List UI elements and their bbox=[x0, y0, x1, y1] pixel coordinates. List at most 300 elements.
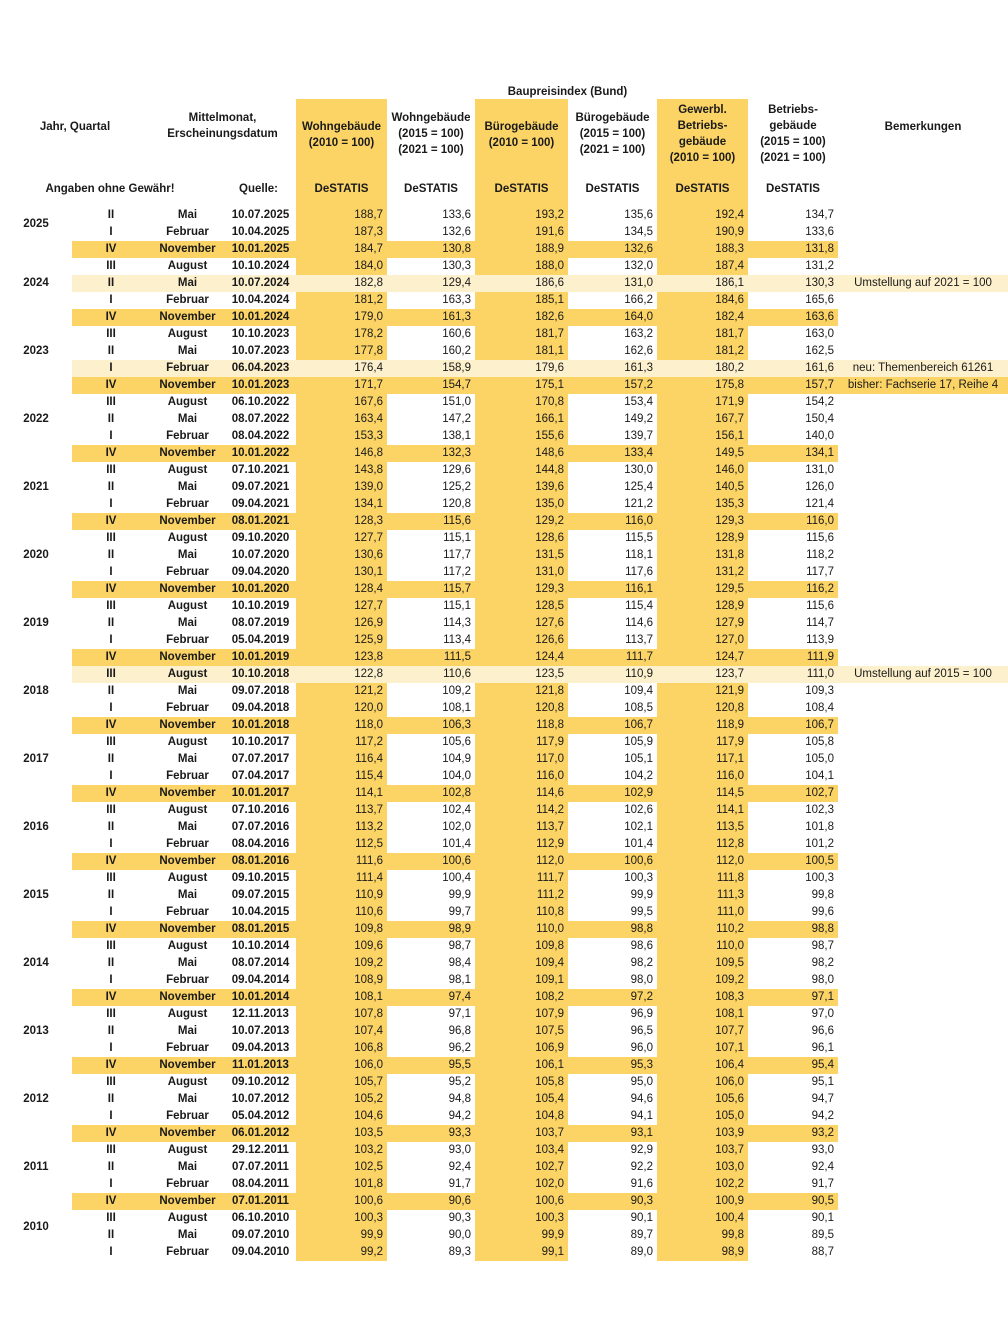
value-wohn2010: 167,6 bbox=[354, 396, 383, 408]
value-betr2015: 108,4 bbox=[805, 702, 834, 714]
value-buero2015: 90,3 bbox=[630, 1195, 653, 1207]
value-wohn2015: 117,7 bbox=[443, 549, 471, 561]
quarter-cell: III bbox=[106, 532, 116, 544]
date-cell: 10.10.2014 bbox=[231, 940, 290, 952]
date-cell: 10.04.2015 bbox=[231, 906, 290, 918]
value-buero2015: 132,0 bbox=[624, 260, 653, 272]
date-cell: 07.01.2011 bbox=[232, 1195, 289, 1207]
header-line: (2021 = 100) bbox=[579, 144, 646, 156]
header-wohn2010 bbox=[296, 119, 387, 151]
value-buero2015: 125,4 bbox=[624, 481, 653, 493]
value-wohn2010: 128,4 bbox=[354, 583, 383, 595]
quarter-cell: III bbox=[106, 668, 116, 680]
date-cell: 05.04.2012 bbox=[231, 1110, 290, 1122]
header-wohn2015 bbox=[387, 110, 475, 158]
value-gew2010: 128,9 bbox=[715, 600, 744, 612]
value-betr2015: 118,2 bbox=[806, 549, 834, 561]
value-wohn2015: 160,6 bbox=[442, 328, 471, 340]
date-cell: 10.01.2018 bbox=[231, 719, 290, 731]
value-wohn2010: 103,5 bbox=[354, 1127, 383, 1139]
quarter-cell: II bbox=[107, 277, 115, 289]
header-line: Wohngebäude bbox=[391, 112, 471, 124]
month-cell: Februar bbox=[166, 498, 209, 510]
value-buero2015: 117,6 bbox=[625, 566, 653, 578]
value-buero2015: 105,9 bbox=[624, 736, 653, 748]
value-gew2010: 146,0 bbox=[715, 464, 744, 476]
value-betr2015: 131,0 bbox=[805, 464, 834, 476]
value-wohn2015: 90,3 bbox=[448, 1212, 471, 1224]
value-buero2015: 94,1 bbox=[630, 1110, 653, 1122]
header-line: Gewerbl. bbox=[678, 104, 727, 116]
header-line: (2021 = 100) bbox=[760, 152, 826, 164]
value-betr2015: 111,9 bbox=[806, 651, 834, 663]
value-gew2010: 112,8 bbox=[716, 838, 744, 850]
quarter-cell: III bbox=[106, 600, 116, 612]
month-cell: Februar bbox=[166, 430, 209, 442]
value-wohn2015: 147,2 bbox=[442, 413, 471, 425]
value-wohn2015: 109,2 bbox=[442, 685, 471, 697]
value-wohn2015: 89,3 bbox=[448, 1246, 471, 1258]
value-gew2010: 135,3 bbox=[715, 498, 744, 510]
header-line: Bürogebäude bbox=[575, 112, 650, 124]
date-cell: 07.07.2016 bbox=[231, 821, 290, 833]
value-buero2010: 116,0 bbox=[536, 770, 564, 782]
value-betr2015: 100,5 bbox=[805, 855, 834, 867]
value-wohn2015: 113,4 bbox=[443, 634, 471, 646]
value-wohn2010: 115,4 bbox=[355, 770, 383, 782]
value-buero2015: 115,4 bbox=[625, 600, 653, 612]
quarter-cell: I bbox=[109, 566, 113, 578]
header-line: Bürogebäude bbox=[484, 121, 559, 133]
value-buero2015: 162,6 bbox=[624, 345, 653, 357]
value-wohn2010: 127,7 bbox=[354, 600, 383, 612]
value-wohn2010: 188,7 bbox=[354, 209, 383, 221]
month-cell: November bbox=[159, 787, 216, 799]
value-gew2010: 121,9 bbox=[715, 685, 744, 697]
month-cell: August bbox=[167, 464, 208, 476]
month-cell: November bbox=[159, 991, 216, 1003]
quarter-cell: II bbox=[107, 957, 115, 969]
date-cell: 08.07.2014 bbox=[231, 957, 290, 969]
value-wohn2010: 121,2 bbox=[354, 685, 383, 697]
value-gew2010: 167,7 bbox=[715, 413, 744, 425]
value-wohn2010: 100,3 bbox=[354, 1212, 383, 1224]
value-betr2015: 134,7 bbox=[805, 209, 834, 221]
source-label: Quelle: bbox=[239, 183, 278, 195]
month-cell: Mai bbox=[177, 821, 198, 833]
value-gew2010: 156,1 bbox=[715, 430, 744, 442]
month-cell: Mai bbox=[177, 685, 198, 697]
value-buero2010: 131,0 bbox=[535, 566, 564, 578]
value-buero2010: 129,3 bbox=[535, 583, 564, 595]
quarter-cell: IV bbox=[105, 991, 117, 1003]
month-cell: August bbox=[167, 396, 208, 408]
value-betr2015: 89,5 bbox=[811, 1229, 834, 1241]
value-buero2015: 118,1 bbox=[625, 549, 653, 561]
value-wohn2015: 96,2 bbox=[448, 1042, 471, 1054]
date-cell: 08.04.2016 bbox=[231, 838, 290, 850]
month-cell: Februar bbox=[166, 634, 209, 646]
value-wohn2015: 98,1 bbox=[448, 974, 471, 986]
value-gew2010: 116,0 bbox=[716, 770, 744, 782]
value-wohn2015: 158,9 bbox=[442, 362, 471, 374]
value-wohn2010: 134,1 bbox=[354, 498, 383, 510]
value-wohn2015: 99,7 bbox=[448, 906, 471, 918]
value-wohn2010: 122,8 bbox=[354, 668, 383, 680]
value-buero2010: 117,0 bbox=[536, 753, 564, 765]
value-gew2010: 114,5 bbox=[716, 787, 744, 799]
date-cell: 08.01.2016 bbox=[231, 855, 290, 867]
value-buero2010: 105,4 bbox=[535, 1093, 564, 1105]
value-buero2010: 179,6 bbox=[535, 362, 564, 374]
value-buero2010: 170,8 bbox=[535, 396, 564, 408]
quarter-cell: III bbox=[106, 804, 116, 816]
value-buero2015: 100,3 bbox=[624, 872, 653, 884]
quarter-cell: I bbox=[109, 1110, 113, 1122]
date-cell: 09.07.2021 bbox=[231, 481, 290, 493]
value-gew2010: 109,2 bbox=[715, 974, 744, 986]
value-betr2015: 115,6 bbox=[806, 600, 834, 612]
value-buero2010: 127,6 bbox=[535, 617, 564, 629]
value-wohn2015: 133,6 bbox=[442, 209, 471, 221]
date-cell: 10.07.2013 bbox=[231, 1025, 290, 1037]
date-cell: 10.10.2018 bbox=[231, 668, 290, 680]
month-cell: Februar bbox=[166, 1178, 209, 1190]
quarter-cell: IV bbox=[105, 243, 117, 255]
value-wohn2010: 103,2 bbox=[354, 1144, 383, 1156]
date-cell: 10.10.2023 bbox=[231, 328, 290, 340]
month-cell: Mai bbox=[177, 481, 198, 493]
quarter-cell: III bbox=[106, 396, 116, 408]
value-wohn2010: 176,4 bbox=[354, 362, 383, 374]
value-buero2015: 133,4 bbox=[624, 447, 653, 459]
value-buero2010: 104,8 bbox=[535, 1110, 564, 1122]
value-buero2010: 139,6 bbox=[535, 481, 564, 493]
quarter-cell: II bbox=[107, 345, 115, 357]
value-gew2010: 107,1 bbox=[715, 1042, 744, 1054]
value-wohn2015: 98,7 bbox=[448, 940, 471, 952]
value-wohn2010: 99,9 bbox=[360, 1229, 383, 1241]
value-wohn2015: 115,7 bbox=[443, 583, 471, 595]
value-gew2010: 187,4 bbox=[715, 260, 744, 272]
value-buero2010: 188,0 bbox=[535, 260, 564, 272]
header-month-line1 bbox=[150, 110, 295, 142]
value-betr2015: 92,4 bbox=[811, 1161, 834, 1173]
value-gew2010: 131,2 bbox=[715, 566, 744, 578]
value-betr2015: 95,1 bbox=[811, 1076, 834, 1088]
quarter-cell: IV bbox=[105, 515, 117, 527]
date-cell: 12.11.2013 bbox=[232, 1008, 289, 1020]
value-betr2015: 111,0 bbox=[806, 668, 834, 680]
value-gew2010: 111,3 bbox=[716, 889, 744, 901]
value-buero2010: 124,4 bbox=[535, 651, 564, 663]
month-cell: Mai bbox=[177, 277, 198, 289]
value-wohn2010: 143,8 bbox=[354, 464, 383, 476]
month-cell: November bbox=[159, 1195, 216, 1207]
year-label: 2011 bbox=[23, 1161, 49, 1173]
month-cell: Mai bbox=[177, 753, 198, 765]
value-wohn2010: 171,7 bbox=[354, 379, 383, 391]
month-cell: Mai bbox=[177, 1025, 198, 1037]
date-cell: 09.04.2014 bbox=[231, 974, 290, 986]
month-cell: November bbox=[159, 1127, 216, 1139]
value-buero2015: 94,6 bbox=[630, 1093, 653, 1105]
value-wohn2010: 107,8 bbox=[354, 1008, 383, 1020]
value-buero2015: 139,7 bbox=[624, 430, 653, 442]
month-cell: August bbox=[167, 804, 208, 816]
year-label: 2018 bbox=[23, 685, 49, 697]
value-buero2010: 109,8 bbox=[535, 940, 564, 952]
value-betr2015: 102,7 bbox=[805, 787, 834, 799]
value-buero2015: 105,1 bbox=[624, 753, 653, 765]
value-wohn2015: 130,3 bbox=[442, 260, 471, 272]
value-buero2010: 100,3 bbox=[535, 1212, 564, 1224]
value-wohn2010: 100,6 bbox=[354, 1195, 383, 1207]
value-betr2015: 105,0 bbox=[805, 753, 834, 765]
value-gew2010: 103,7 bbox=[715, 1144, 744, 1156]
value-betr2015: 162,5 bbox=[805, 345, 834, 357]
value-wohn2015: 100,4 bbox=[442, 872, 471, 884]
value-gew2010: 111,8 bbox=[716, 872, 744, 884]
quarter-cell: I bbox=[109, 294, 113, 306]
date-cell: 07.07.2017 bbox=[231, 753, 290, 765]
value-wohn2010: 104,6 bbox=[354, 1110, 383, 1122]
quarter-cell: IV bbox=[105, 1127, 117, 1139]
month-cell: August bbox=[167, 328, 208, 340]
date-cell: 10.01.2020 bbox=[231, 583, 290, 595]
header-line: Betriebs- bbox=[768, 104, 818, 116]
value-wohn2010: 184,7 bbox=[354, 243, 383, 255]
date-cell: 08.04.2011 bbox=[232, 1178, 289, 1190]
quarter-cell: II bbox=[107, 549, 115, 561]
value-buero2015: 109,4 bbox=[624, 685, 653, 697]
value-buero2010: 193,2 bbox=[535, 209, 564, 221]
value-wohn2010: 107,4 bbox=[354, 1025, 383, 1037]
value-buero2010: 120,8 bbox=[535, 702, 564, 714]
value-betr2015: 99,8 bbox=[811, 889, 834, 901]
value-buero2015: 111,7 bbox=[625, 651, 653, 663]
value-buero2015: 130,0 bbox=[624, 464, 653, 476]
value-betr2015: 100,3 bbox=[805, 872, 834, 884]
value-wohn2010: 112,5 bbox=[355, 838, 383, 850]
quarter-cell: III bbox=[106, 1076, 116, 1088]
value-betr2015: 116,0 bbox=[806, 515, 834, 527]
month-cell: Mai bbox=[177, 209, 198, 221]
month-cell: November bbox=[159, 719, 216, 731]
value-wohn2010: 181,2 bbox=[354, 294, 383, 306]
value-gew2010: 192,4 bbox=[715, 209, 744, 221]
value-buero2015: 113,7 bbox=[625, 634, 653, 646]
month-cell: Februar bbox=[166, 974, 209, 986]
month-cell: August bbox=[167, 260, 208, 272]
header-line: (2015 = 100) bbox=[760, 136, 826, 148]
value-betr2015: 121,4 bbox=[805, 498, 834, 510]
value-buero2015: 91,6 bbox=[630, 1178, 653, 1190]
value-buero2010: 107,5 bbox=[535, 1025, 564, 1037]
value-betr2015: 157,7 bbox=[805, 379, 834, 391]
value-gew2010: 99,8 bbox=[721, 1229, 744, 1241]
value-gew2010: 103,0 bbox=[715, 1161, 744, 1173]
value-betr2015: 154,2 bbox=[805, 396, 834, 408]
date-cell: 10.01.2014 bbox=[231, 991, 290, 1003]
header-gew2010 bbox=[657, 102, 748, 166]
month-cell: November bbox=[159, 311, 216, 323]
header-line: Betriebs- bbox=[677, 120, 728, 132]
value-buero2010: 111,7 bbox=[536, 872, 564, 884]
value-buero2015: 131,0 bbox=[624, 277, 653, 289]
value-betr2015: 94,7 bbox=[811, 1093, 834, 1105]
quarter-cell: I bbox=[109, 362, 113, 374]
header-buero2015 bbox=[568, 110, 657, 158]
date-cell: 10.07.2012 bbox=[231, 1093, 290, 1105]
value-wohn2015: 115,6 bbox=[443, 515, 471, 527]
value-betr2015: 105,8 bbox=[805, 736, 834, 748]
value-wohn2010: 118,0 bbox=[355, 719, 383, 731]
value-buero2015: 116,0 bbox=[625, 515, 653, 527]
value-buero2015: 96,0 bbox=[630, 1042, 653, 1054]
value-gew2010: 108,1 bbox=[715, 1008, 744, 1020]
value-wohn2015: 120,8 bbox=[442, 498, 471, 510]
date-cell: 07.07.2011 bbox=[232, 1161, 289, 1173]
value-wohn2015: 117,2 bbox=[443, 566, 471, 578]
value-gew2010: 110,0 bbox=[716, 940, 744, 952]
header-line: Erscheinungsdatum bbox=[167, 128, 278, 140]
value-gew2010: 117,1 bbox=[716, 753, 744, 765]
month-cell: Mai bbox=[177, 345, 198, 357]
value-gew2010: 149,5 bbox=[715, 447, 744, 459]
value-gew2010: 109,5 bbox=[715, 957, 744, 969]
value-betr2015: 131,2 bbox=[805, 260, 834, 272]
year-label: 2019 bbox=[23, 617, 49, 629]
value-gew2010: 171,9 bbox=[715, 396, 744, 408]
year-label: 2020 bbox=[23, 549, 49, 561]
date-cell: 06.04.2023 bbox=[231, 362, 290, 374]
value-wohn2010: 139,0 bbox=[354, 481, 383, 493]
year-label: 2010 bbox=[23, 1220, 49, 1233]
date-cell: 10.07.2020 bbox=[231, 549, 290, 561]
value-wohn2015: 92,4 bbox=[448, 1161, 471, 1173]
value-betr2015: 126,0 bbox=[805, 481, 834, 493]
value-buero2015: 135,6 bbox=[624, 209, 653, 221]
value-wohn2015: 132,3 bbox=[442, 447, 471, 459]
quarter-cell: II bbox=[107, 481, 115, 493]
value-wohn2010: 182,8 bbox=[354, 277, 383, 289]
value-betr2015: 104,1 bbox=[805, 770, 834, 782]
value-wohn2015: 110,6 bbox=[443, 668, 471, 680]
value-wohn2010: 163,4 bbox=[354, 413, 383, 425]
quarter-cell: I bbox=[109, 430, 113, 442]
month-cell: Februar bbox=[166, 838, 209, 850]
value-buero2010: 109,1 bbox=[535, 974, 564, 986]
value-betr2015: 91,7 bbox=[811, 1178, 834, 1190]
value-buero2015: 149,2 bbox=[624, 413, 653, 425]
value-gew2010: 181,2 bbox=[715, 345, 744, 357]
date-cell: 10.10.2017 bbox=[231, 736, 290, 748]
value-buero2010: 109,4 bbox=[535, 957, 564, 969]
month-cell: November bbox=[159, 583, 216, 595]
value-buero2010: 185,1 bbox=[535, 294, 564, 306]
value-gew2010: 123,7 bbox=[715, 668, 744, 680]
value-buero2015: 163,2 bbox=[624, 328, 653, 340]
source-buero2010: DeSTATIS bbox=[494, 183, 549, 195]
date-cell: 07.04.2017 bbox=[231, 770, 290, 782]
value-wohn2015: 95,2 bbox=[448, 1076, 471, 1088]
value-gew2010: 111,0 bbox=[716, 906, 744, 918]
quarter-cell: III bbox=[106, 1008, 116, 1020]
month-cell: Mai bbox=[177, 889, 198, 901]
month-cell: August bbox=[167, 600, 208, 612]
date-cell: 10.07.2025 bbox=[231, 209, 290, 221]
value-buero2010: 135,0 bbox=[535, 498, 564, 510]
remark-cell: neu: Themenbereich 61261 bbox=[852, 362, 994, 374]
value-gew2010: 112,0 bbox=[716, 855, 744, 867]
quarter-cell: II bbox=[107, 617, 115, 629]
value-buero2010: 105,8 bbox=[535, 1076, 564, 1088]
value-buero2015: 121,2 bbox=[624, 498, 653, 510]
header-line: (2015 = 100) bbox=[579, 128, 646, 140]
quarter-cell: IV bbox=[105, 855, 117, 867]
value-wohn2015: 108,1 bbox=[442, 702, 471, 714]
month-cell: August bbox=[167, 532, 208, 544]
value-buero2015: 108,5 bbox=[624, 702, 653, 714]
value-wohn2010: 109,6 bbox=[354, 940, 383, 952]
value-wohn2010: 153,3 bbox=[354, 430, 383, 442]
quarter-cell: I bbox=[109, 634, 113, 646]
month-cell: Mai bbox=[177, 1093, 198, 1105]
value-betr2015: 134,1 bbox=[805, 447, 834, 459]
value-betr2015: 101,8 bbox=[805, 821, 834, 833]
quarter-cell: II bbox=[107, 821, 115, 833]
date-cell: 08.07.2022 bbox=[231, 413, 290, 425]
value-wohn2015: 97,1 bbox=[448, 1008, 471, 1020]
group-title: Baupreisindex (Bund) bbox=[507, 86, 628, 98]
month-cell: Februar bbox=[166, 566, 209, 578]
value-betr2015: 106,7 bbox=[805, 719, 834, 731]
value-wohn2015: 95,5 bbox=[448, 1059, 471, 1071]
value-wohn2015: 138,1 bbox=[442, 430, 471, 442]
value-buero2010: 131,5 bbox=[535, 549, 564, 561]
value-buero2010: 181,1 bbox=[535, 345, 564, 357]
value-wohn2010: 184,0 bbox=[354, 260, 383, 272]
value-gew2010: 98,9 bbox=[721, 1246, 744, 1258]
value-gew2010: 118,9 bbox=[716, 719, 744, 731]
value-buero2015: 157,2 bbox=[624, 379, 653, 391]
month-cell: Februar bbox=[166, 770, 209, 782]
value-wohn2015: 106,3 bbox=[442, 719, 471, 731]
year-label: 2016 bbox=[23, 821, 49, 833]
value-wohn2010: 105,2 bbox=[354, 1093, 383, 1105]
month-cell: August bbox=[167, 1144, 208, 1156]
value-wohn2015: 151,0 bbox=[442, 396, 471, 408]
value-gew2010: 140,5 bbox=[715, 481, 744, 493]
value-wohn2010: 102,5 bbox=[354, 1161, 383, 1173]
value-wohn2010: 111,4 bbox=[355, 872, 383, 884]
value-wohn2010: 117,2 bbox=[355, 736, 383, 748]
quarter-cell: III bbox=[106, 464, 116, 476]
value-gew2010: 114,1 bbox=[716, 804, 744, 816]
value-gew2010: 128,9 bbox=[715, 532, 744, 544]
value-buero2015: 97,2 bbox=[630, 991, 653, 1003]
header-line: (2021 = 100) bbox=[398, 144, 464, 156]
year-label: 2013 bbox=[23, 1025, 49, 1037]
value-gew2010: 124,7 bbox=[715, 651, 744, 663]
value-gew2010: 129,5 bbox=[715, 583, 744, 595]
date-cell: 09.10.2015 bbox=[231, 872, 290, 884]
value-buero2015: 96,5 bbox=[630, 1025, 653, 1037]
value-wohn2010: 179,0 bbox=[354, 311, 383, 323]
value-buero2010: 182,6 bbox=[535, 311, 564, 323]
value-buero2015: 98,8 bbox=[630, 923, 653, 935]
